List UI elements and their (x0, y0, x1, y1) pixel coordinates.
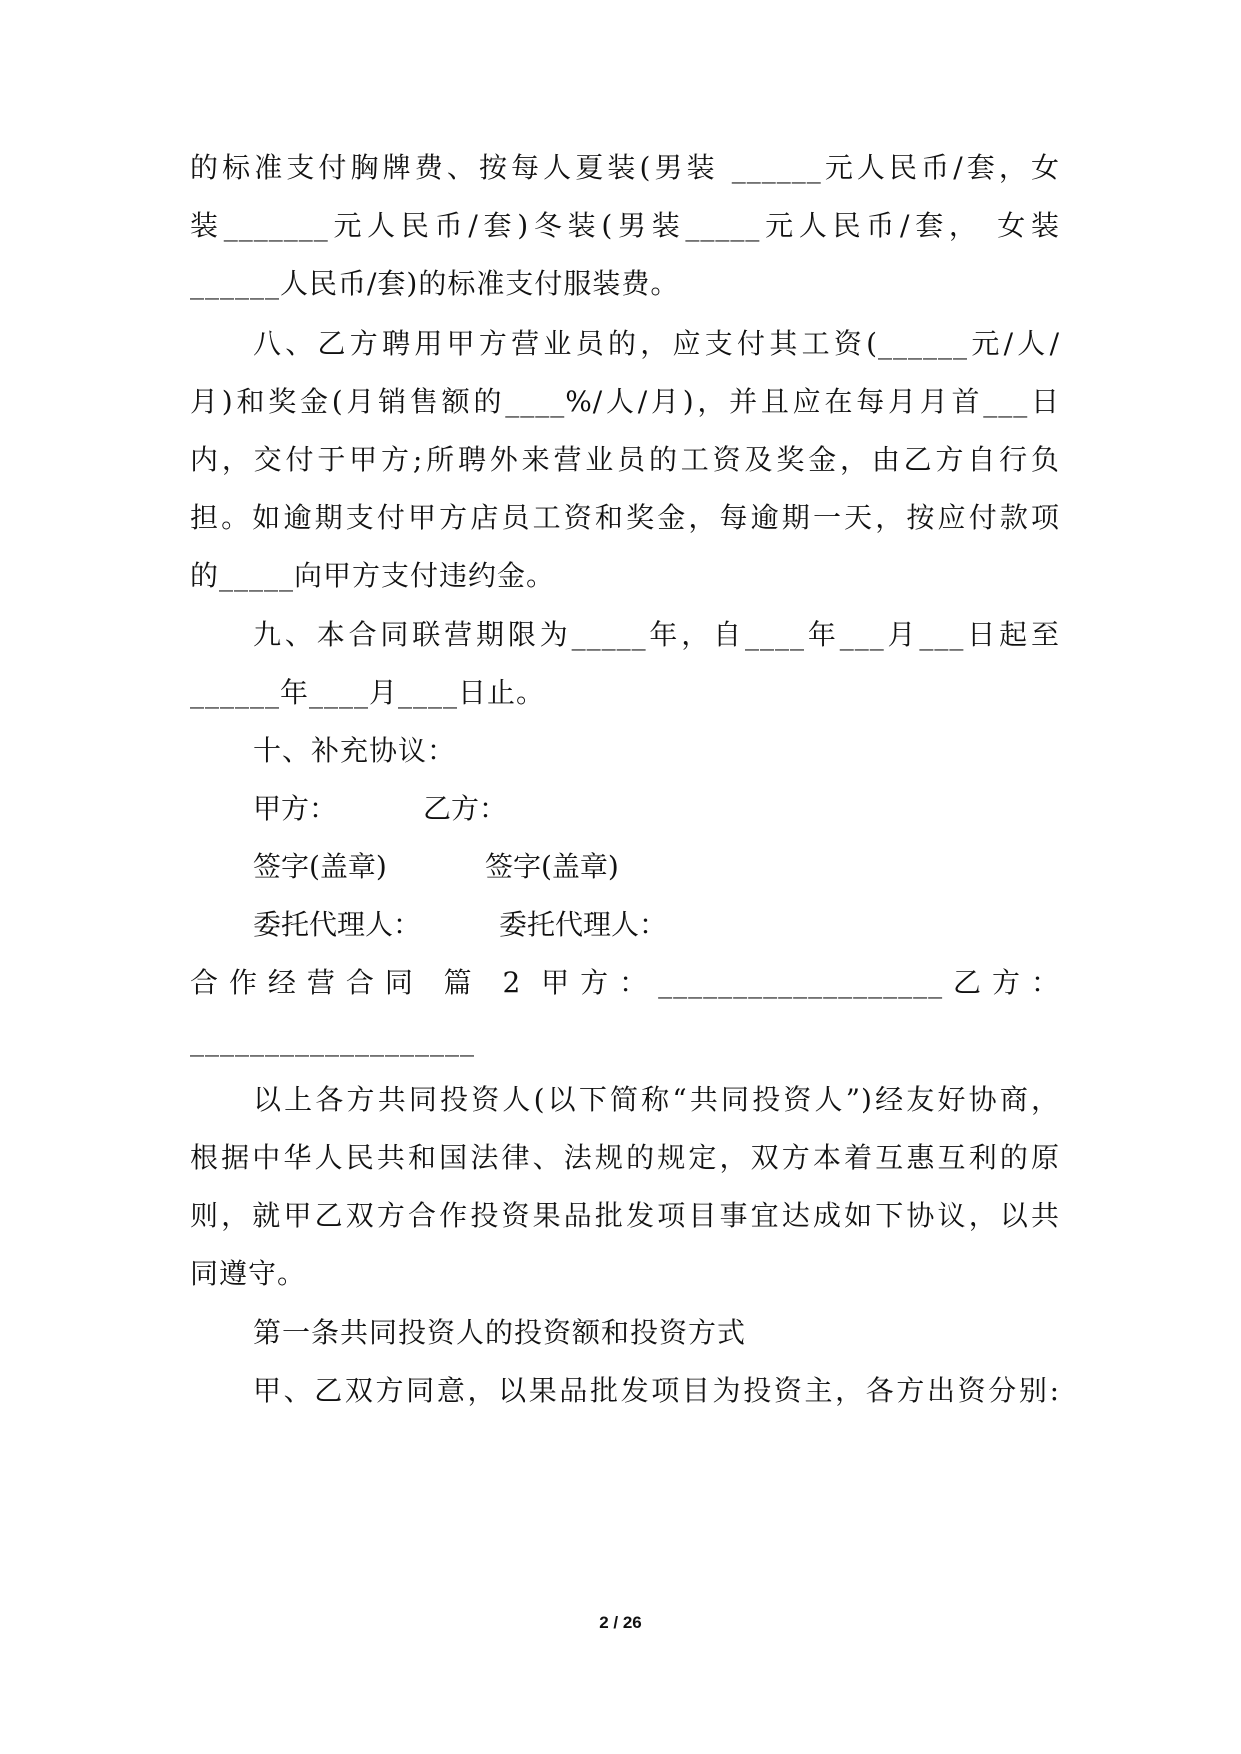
article-heading: 第一条共同投资人的投资额和投资方式 (253, 1316, 747, 1349)
seal-b-label: 签字(盖章) (485, 850, 619, 883)
paragraph-line: 同遵守。 (190, 1257, 307, 1290)
paragraph-line: 则，就甲乙双方合作投资果品批发项目事宜达成如下协议，以共 (190, 1199, 1060, 1232)
paragraph-line: 以上各方共同投资人(以下简称“共同投资人”)经友好协商， (253, 1083, 1060, 1116)
paragraph-line: 甲、乙双方同意，以果品批发项目为投资主，各方出资分别: (253, 1374, 1060, 1407)
text-line: 的标准支付胸牌费、按每人夏装(男装 ______元人民币/套，女 (190, 151, 1060, 184)
agent-b-label: 委托代理人： (499, 908, 668, 941)
text-line: 九、本合同联营期限为_____年，自____年___月___日起至 (253, 618, 1060, 651)
contract2-underline: ___________________ (190, 1024, 475, 1057)
party-b-label: 乙方： (423, 792, 508, 825)
text-line: 月)和奖金(月销售额的____%/人/月)，并且应在每月月首___日 (190, 385, 1060, 418)
text-line: 八、乙方聘用甲方营业员的，应支付其工资(______元/人/ (253, 327, 1060, 360)
text-line: 内，交付于甲方;所聘外来营业员的工资及奖金，由乙方自行负 (190, 443, 1060, 476)
paragraph-line: 根据中华人民共和国法律、法规的规定，双方本着互惠互利的原 (190, 1141, 1060, 1174)
text-line: 担。如逾期支付甲方店员工资和奖金，每逾期一天，按应付款项 (190, 501, 1060, 534)
text-line: 的_____向甲方支付违约金。 (190, 559, 556, 592)
seal-a-label: 签字(盖章) (253, 850, 387, 883)
page-number: 2 / 26 (599, 1613, 642, 1632)
text-line: 装_______元人民币/套)冬装(男装_____元人民币/套， 女装 (190, 209, 1060, 242)
contract2-heading: 合作经营合同 篇 2 甲方：___________________乙方： (190, 966, 1060, 999)
agent-a-label: 委托代理人： (253, 908, 422, 941)
party-a-label: 甲方： (253, 792, 338, 825)
text-line: ______人民币/套)的标准支付服装费。 (190, 267, 680, 300)
text-line: ______年____月____日止。 (190, 676, 546, 709)
text-line: 十、补充协议： (253, 734, 457, 767)
